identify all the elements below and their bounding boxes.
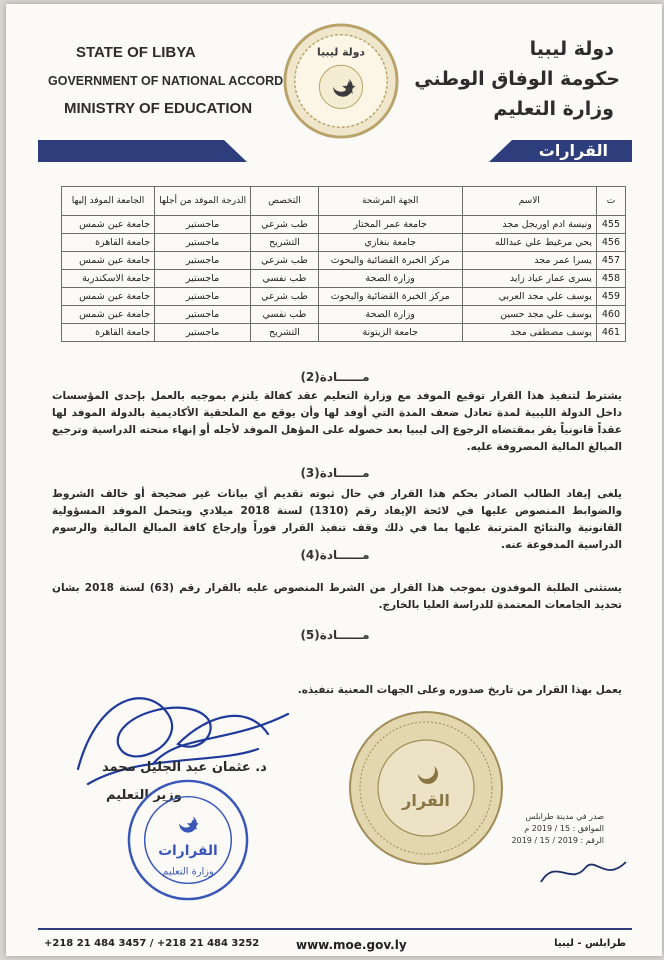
article-text: يلغى إيفاد الطالب الصادر بحكم هذا القرار في حال ثبوته تقديم أي بيانات غير صحيحة أو خالف الشروط والضوابط المنصوص عليها في لائحة الإيفاد رقم (1310) لسنة 2018 ميلادي ويتحمل الموفد المسؤولية القانونية والنتائج المترتبة عليها بما في ذلك وقف تنفيذ القرار فوراً وإرجاع كافة المبالغ المالية والرسوم الدراسية المدفوعة عنه. — [52, 488, 622, 551]
table-cell: جامعة الزيتونة — [318, 324, 462, 342]
table-cell: يسرى عمار عياد زايد — [462, 270, 596, 288]
table-cell: جامعة القاهرة — [62, 234, 155, 252]
table-cell: مركز الخبرة القضائية والبحوث — [318, 288, 462, 306]
article-heading: مــــــادة(3) — [300, 466, 370, 480]
table-header-row — [62, 187, 626, 216]
letterhead-ar-ministry: وزارة التعليم — [493, 98, 614, 120]
letterhead-ar-state: دولة ليبيا — [529, 38, 614, 60]
table-row — [62, 324, 626, 342]
table-cell: 461 — [596, 324, 625, 342]
table-cell: جامعة الاسكندرية — [62, 270, 155, 288]
blue-stamp-subtitle: وزارة التعليم — [162, 866, 214, 878]
table-row — [62, 234, 626, 252]
table-cell: طب نفسي — [251, 270, 319, 288]
reference-issued: صدر في مدينة طرابلس — [525, 812, 604, 821]
table-header: التخصص — [251, 187, 319, 216]
delegates-table — [61, 186, 626, 342]
reference-number: الرقم : 2019 / 15 / 2019 — [511, 836, 604, 845]
gold-seal-text: القرار — [402, 791, 450, 810]
table-row — [62, 288, 626, 306]
official-seal-icon — [346, 708, 506, 868]
table-cell: التشريح — [251, 324, 319, 342]
reference-date: الموافق : 15 / 2019 م — [524, 824, 604, 833]
table-row — [62, 216, 626, 234]
letterhead-en-ministry: MINISTRY OF EDUCATION — [64, 100, 253, 117]
article-text: يشترط لتنفيذ هذا القرار توقيع الموفد مع وزارة التعليم عقد كفالة يلتزم بموجبه بالعمل بإحدى المؤسسات داخل الدولة الليبية لمدة تعادل ضعف المدة التي أوفد لها وأن يوقع مع الملحقية الأكاديمية بالدولة الموفد لها عقداً قانونياً يقر بمقتضاه الرجوع إلى ليبيا بعد حصوله على المؤهل الموفد لأجله أو إنهاء منحته الدراسية وترجيع المبالغ المالية المصروفة عليه. — [52, 390, 622, 453]
article-text: يستثنى الطلبة الموفدون بموجب هذا القرار من الشرط المنصوص عليه بالقرار رقم (63) لسنة 2018 بشان تحديد الجامعات المعتمدة للدراسة العليا بالخارج. — [52, 582, 622, 611]
footer-rule — [38, 928, 632, 930]
table-row — [62, 270, 626, 288]
footer-phones: +218 21 484 3457 / +218 21 484 3252 — [44, 938, 260, 949]
table-cell: ماجستير — [155, 252, 251, 270]
emblem-text: دولة ليبيا — [317, 45, 365, 59]
article-heading: مــــــادة(4) — [300, 548, 370, 562]
footer-city: طرابلس - ليبيا — [554, 938, 626, 949]
table-cell: وزارة الصحة — [318, 306, 462, 324]
article-text: يعمل بهذا القرار من تاريخ صدوره وعلى الجهات المعنية تنفيذه. — [297, 684, 622, 696]
table-cell: 460 — [596, 306, 625, 324]
table-cell: وزارة الصحة — [318, 270, 462, 288]
secondary-signature-icon — [536, 852, 636, 892]
table-header: الاسم — [462, 187, 596, 216]
table-cell: 455 — [596, 216, 625, 234]
table-cell: مركز الخبرة القضائية والبحوث — [318, 252, 462, 270]
article-heading: مــــــادة(2) — [300, 370, 370, 384]
ministry-stamp-icon — [124, 776, 252, 904]
table-cell: يوسف مصطفى مجد — [462, 324, 596, 342]
table-cell: ماجستير — [155, 324, 251, 342]
table-header: الجهة المرشحة — [318, 187, 462, 216]
table-cell: طب شرعي — [251, 288, 319, 306]
document-page — [6, 4, 662, 956]
table-cell: يوسف علي مجد حسين — [462, 306, 596, 324]
section-bar-notch — [224, 140, 512, 162]
table-cell: 459 — [596, 288, 625, 306]
footer-website: www.moe.gov.ly — [296, 938, 407, 952]
table-cell: طب شرعي — [251, 216, 319, 234]
table-cell: التشريح — [251, 234, 319, 252]
table-cell: يسرا عمر مجد — [462, 252, 596, 270]
table-cell: جامعة عين شمس — [62, 216, 155, 234]
table-cell: 456 — [596, 234, 625, 252]
letterhead-en-state: STATE OF LIBYA — [76, 44, 196, 61]
letterhead-en-government: GOVERNMENT OF NATIONAL ACCORD — [48, 74, 284, 88]
table-cell: جامعة بنغازي — [318, 234, 462, 252]
table-header: الجامعة الموفد إليها — [62, 187, 155, 216]
table-header: الدرجة الموفد من أجلها — [155, 187, 251, 216]
table-row — [62, 306, 626, 324]
table-row — [62, 252, 626, 270]
table-cell: 457 — [596, 252, 625, 270]
article-heading: مــــــادة(5) — [300, 628, 370, 642]
table-cell: ماجستير — [155, 216, 251, 234]
letterhead-ar-government: حكومة الوفاق الوطني — [414, 68, 620, 90]
table-cell: جامعة القاهرة — [62, 324, 155, 342]
signatory-name: د. عثمان عبد الجليل محمد — [102, 760, 267, 775]
section-bar-label: القرارات — [525, 140, 622, 162]
table-cell: طب شرعي — [251, 252, 319, 270]
table-header: ت — [596, 187, 625, 216]
table-cell: يحي مرغيط علي عبدالله — [462, 234, 596, 252]
table-cell: جامعة عين شمس — [62, 306, 155, 324]
table-cell: جامعة عين شمس — [62, 288, 155, 306]
table-cell: 458 — [596, 270, 625, 288]
blue-stamp-title: القرارات — [158, 842, 218, 859]
table-cell: ماجستير — [155, 270, 251, 288]
signatory-title: وزير التعليم — [106, 788, 182, 803]
table-cell: ماجستير — [155, 234, 251, 252]
table-cell: جامعة عين شمس — [62, 252, 155, 270]
table-cell: ماجستير — [155, 288, 251, 306]
table-cell: ماجستير — [155, 306, 251, 324]
table-cell: طب نفسي — [251, 306, 319, 324]
table-cell: يوسف علي مجد العربي — [462, 288, 596, 306]
table-cell: ونيسة ادم اوريجل مجد — [462, 216, 596, 234]
libya-emblem-icon — [282, 22, 400, 140]
table-cell: جامعة عمر المختار — [318, 216, 462, 234]
